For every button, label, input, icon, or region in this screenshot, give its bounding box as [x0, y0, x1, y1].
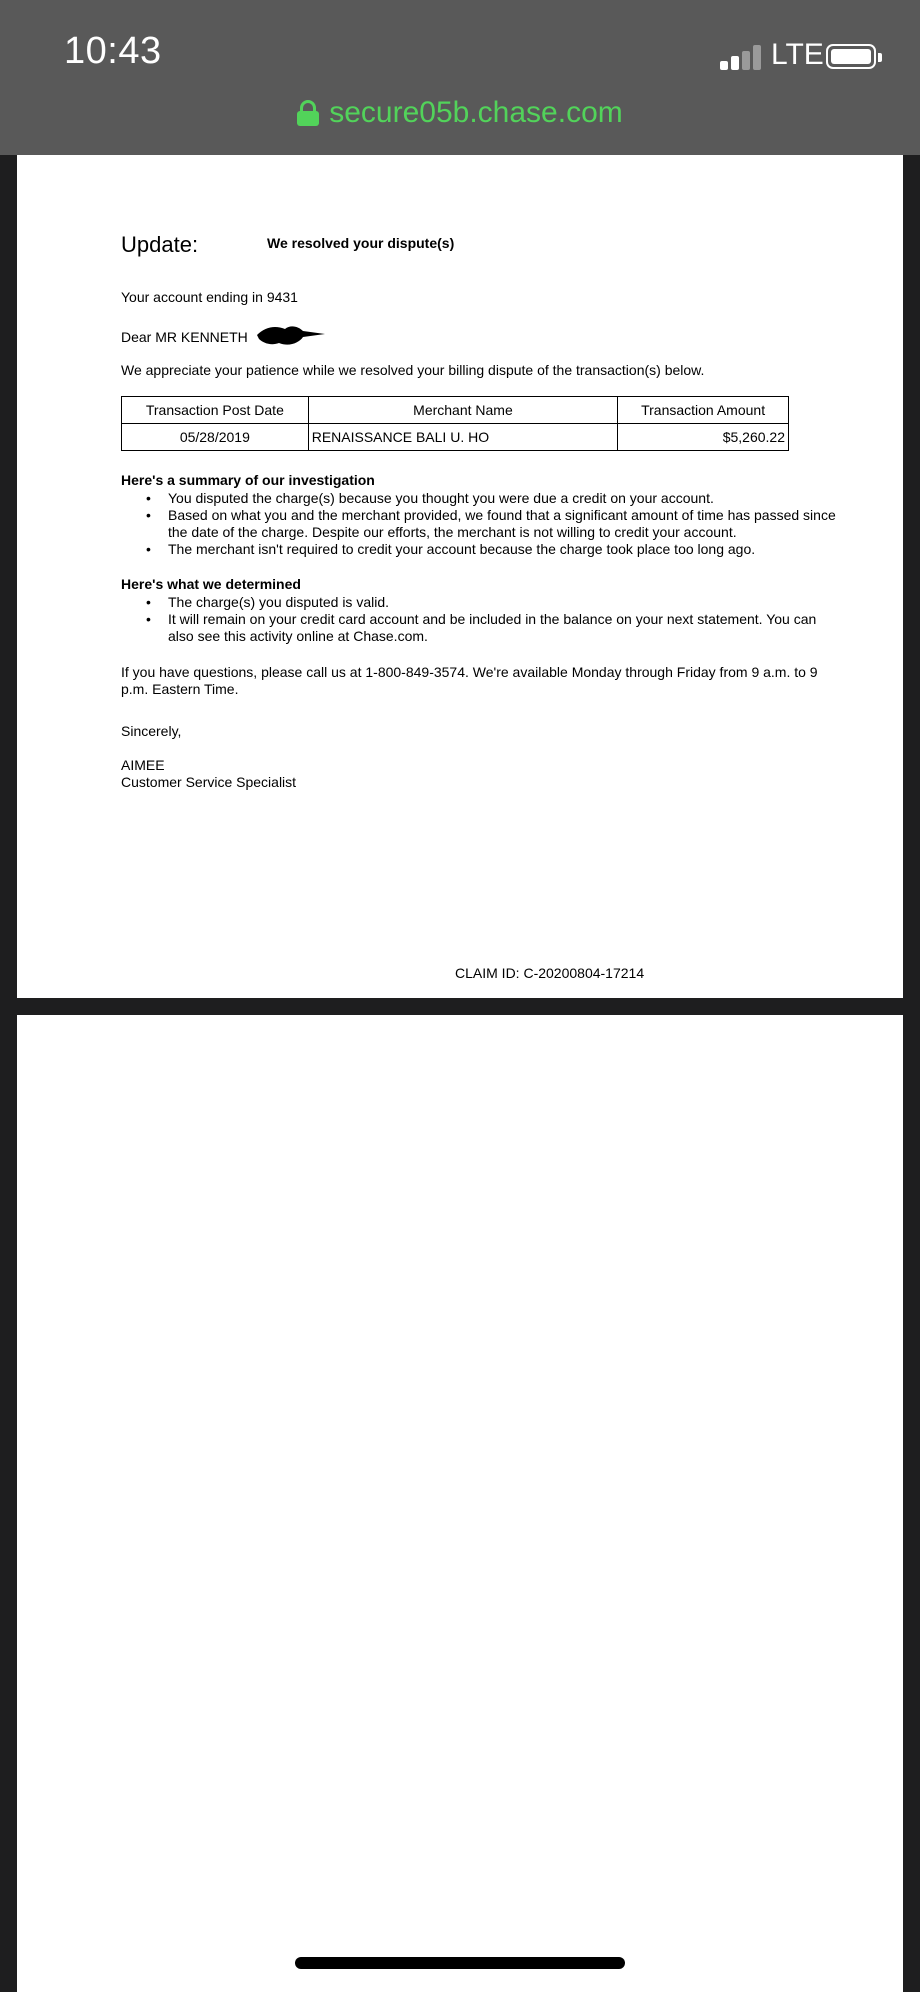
lock-icon — [297, 100, 319, 126]
merchant-name-cell: RENAISSANCE BALI U. HO — [308, 424, 617, 451]
closing: Sincerely, — [121, 723, 182, 739]
signature-block — [121, 757, 296, 791]
summary-heading: Here's a summary of our investigation — [121, 472, 375, 488]
list-item: • The merchant isn't required to credit your account because the charge took place too long ago. — [121, 541, 841, 558]
update-label: Update: — [121, 232, 199, 257]
clock: 10:43 — [64, 30, 162, 72]
contact-paragraph: If you have questions, please call us at 1-800-849-3574. We're available Monday through Friday from 9 a.m. to 9 p.m. Eastern Time. — [121, 664, 818, 697]
cellular-signal-icon — [720, 44, 764, 70]
document-page-1 — [17, 155, 903, 998]
determined-list — [121, 594, 841, 645]
battery-fill — [831, 49, 871, 64]
summary-list — [121, 490, 841, 558]
signal-bar-1 — [720, 61, 728, 70]
table-header-row — [122, 397, 789, 424]
update-title: We resolved your dispute(s) — [267, 235, 455, 251]
list-item: • The charge(s) you disputed is valid. — [121, 594, 841, 611]
table-row — [122, 424, 789, 451]
claim-id: CLAIM ID: C-20200804-17214 — [455, 965, 645, 981]
transaction-table — [121, 396, 789, 451]
investigation-summary — [121, 472, 841, 558]
battery-nub — [878, 53, 882, 62]
url-text[interactable]: secure05b.chase.com — [329, 96, 623, 129]
column-header: Merchant Name — [308, 397, 617, 424]
list-item: • It will remain on your credit card account and be included in the balance on your next statement. You can also see this activity online at Chase.com. — [121, 611, 841, 645]
battery-icon — [826, 44, 876, 69]
document-page-2 — [17, 1015, 903, 1992]
address-bar[interactable] — [0, 96, 920, 136]
list-item: • Based on what you and the merchant provided, we found that a significant amount of time has passed since the date of the charge. Despite our efforts, the merchant is not willing to credit your account. — [121, 507, 841, 541]
greeting: Dear MR KENNETH — [121, 329, 248, 345]
post-date-cell: 05/28/2019 — [122, 424, 309, 451]
network-type: LTE — [771, 38, 824, 71]
list-item: • You disputed the charge(s) because you thought you were due a credit on your account. — [121, 490, 841, 507]
column-header: Transaction Post Date — [122, 397, 309, 424]
determined-heading: Here's what we determined — [121, 576, 301, 592]
account-line: Your account ending in 9431 — [121, 289, 298, 305]
determination — [121, 576, 841, 645]
signer-title: Customer Service Specialist — [121, 774, 297, 790]
redaction-scribble — [255, 321, 327, 351]
home-indicator[interactable] — [295, 1957, 625, 1969]
column-header: Transaction Amount — [618, 397, 789, 424]
signal-bar-4 — [753, 45, 761, 70]
signer-name: AIMEE — [121, 757, 165, 773]
amount-cell: $5,260.22 — [618, 424, 789, 451]
signal-bar-3 — [742, 51, 750, 70]
intro-text: We appreciate your patience while we resolved your billing dispute of the transaction(s) below. — [121, 362, 705, 378]
status-bar — [0, 0, 920, 155]
signal-bar-2 — [731, 56, 739, 70]
